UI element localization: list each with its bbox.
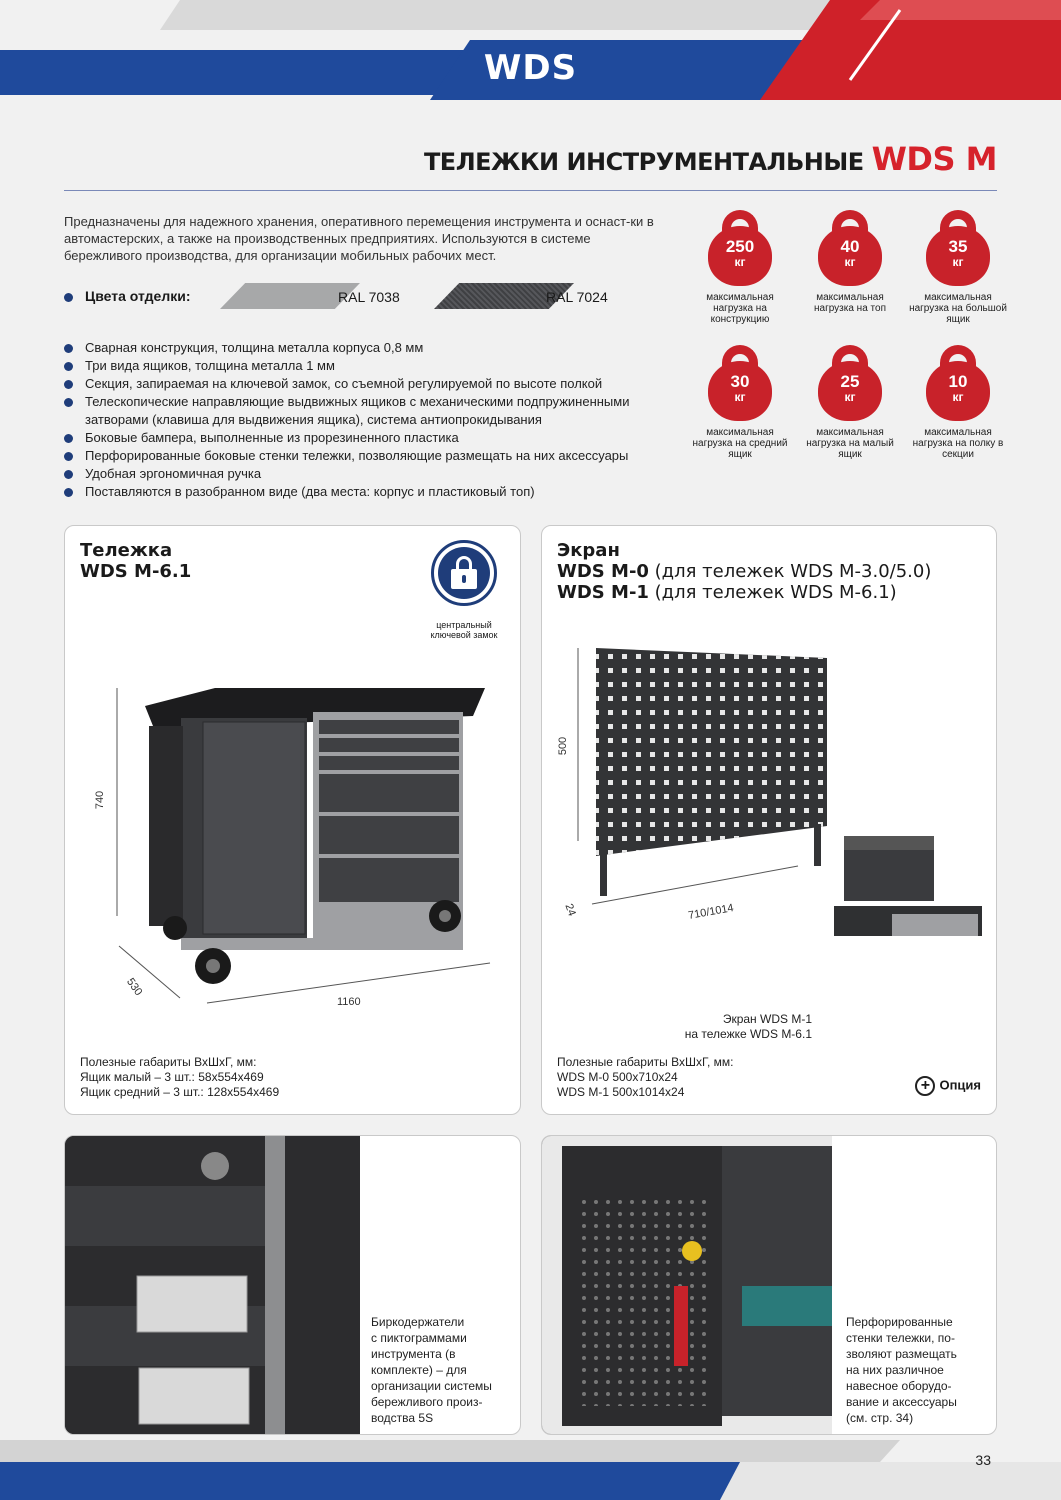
finish-colors <box>64 283 664 313</box>
bullet-icon <box>64 344 73 353</box>
trolley-card <box>64 525 521 1115</box>
title-text: ТЕЛЕЖКИ ИНСТРУМЕНТАЛЬНЫЕ <box>423 148 864 176</box>
label-holders-card <box>64 1135 521 1435</box>
screen-title: Экран WDS M-0 (для тележек WDS M-3.0/5.0) WDS M-1 (для тележек WDS M-6.1) <box>557 540 932 603</box>
page-title <box>424 140 997 178</box>
footer-banner <box>0 1440 1061 1500</box>
screen-dimensions: Полезные габариты ВхШхГ, мм: WDS M-0 500x710x24 WDS M-1 500x1014x24 <box>557 1055 734 1099</box>
load-rating <box>908 210 1008 325</box>
bullet-icon <box>64 470 73 479</box>
bullet-icon <box>64 398 73 407</box>
load-rating <box>800 345 900 460</box>
page-number: 33 <box>975 1452 991 1468</box>
bullet-icon <box>64 380 73 389</box>
lock-caption: центральный ключевой замок <box>430 620 498 640</box>
load-caption: максимальная нагрузка на конструкцию <box>706 292 774 325</box>
ral-7038-label: RAL 7038 <box>338 289 400 305</box>
load-ratings <box>680 210 1010 470</box>
kettlebell-icon: 35 кг <box>926 210 990 288</box>
kettlebell-icon: 30 кг <box>708 345 772 423</box>
lock-icon <box>431 540 497 606</box>
kettlebell-icon: 10 кг <box>926 345 990 423</box>
title-accent: WDS M <box>871 140 997 178</box>
kettlebell-icon: 25 кг <box>818 345 882 423</box>
perforated-wall-photo <box>542 1136 832 1434</box>
load-caption: максимальная нагрузка на полку в секции <box>912 427 1004 460</box>
list-item: Сварная конструкция, толщина металла корпуса 0,8 мм <box>64 339 664 357</box>
list-item: Удобная эргономичная ручка <box>64 465 664 483</box>
kettlebell-icon: 40 кг <box>818 210 882 288</box>
load-caption: максимальная нагрузка на топ <box>813 292 886 314</box>
dim-height: 500 <box>557 736 570 756</box>
title-rule <box>64 190 997 191</box>
screen-caption: Экран WDS M-1 на тележке WDS M-6.1 <box>684 1012 812 1041</box>
dim-width: 710/1014 <box>687 902 735 922</box>
load-caption: максимальная нагрузка на большой ящик <box>909 292 1007 325</box>
label-holders-text: Биркодержатели с пиктограммами инструмента (в комплекте) – для организации системы бережливого произ- водства 5S <box>371 1315 492 1425</box>
list-item: Три вида ящиков, толщина металла 1 мм <box>64 357 664 375</box>
trolley-image <box>85 676 505 1016</box>
brand-logo: WDS <box>483 48 578 88</box>
trolley-dimensions: Полезные габариты ВхШхГ, мм: Ящик малый – 3 шт.: 58x554x469 Ящик средний – 3 шт.: 128x554x469 <box>80 1055 280 1099</box>
load-rating <box>690 210 790 325</box>
load-rating <box>690 345 790 460</box>
perforated-walls-card <box>541 1135 997 1435</box>
screen-image <box>562 636 982 936</box>
colors-label: Цвета отделки: <box>85 288 191 304</box>
dim-height: 740 <box>94 790 107 810</box>
kettlebell-icon: 250 кг <box>708 210 772 288</box>
dim-width: 1160 <box>337 996 361 1008</box>
list-item: Поставляются в разобранном виде (два места: корпус и пластиковый топ) <box>64 483 664 501</box>
plus-icon: + <box>915 1076 935 1096</box>
list-item: Секция, запираемая на ключевой замок, со съемной регулируемой по высоте полкой <box>64 375 664 393</box>
load-caption: максимальная нагрузка на малый ящик <box>806 427 894 460</box>
intro-text: Предназначены для надежного хранения, оперативного перемещения инструмента и оснаст-ки в автомастерских, а также на производственных предприятиях. Используются в системе бережливого производства, для организации мобильных рабочих мест. <box>64 214 654 263</box>
bullet-icon <box>64 434 73 443</box>
dim-depth: 530 <box>123 976 145 998</box>
trolley-title: Тележка WDS M-6.1 <box>80 540 192 582</box>
load-rating <box>908 345 1008 460</box>
load-caption: максимальная нагрузка на средний ящик <box>692 427 788 460</box>
features-list <box>64 339 664 501</box>
bullet-icon <box>64 293 73 302</box>
dim-depth: 24 <box>562 902 578 918</box>
list-item: Телескопические направляющие выдвижных ящиков с механическими подпружиненными затворами (клавиша для выдвижения ящика), система антиопрокидывания <box>64 393 664 429</box>
label-holder-photo <box>65 1136 360 1434</box>
bullet-icon <box>64 488 73 497</box>
bullet-icon <box>64 452 73 461</box>
list-item: Перфорированные боковые стенки тележки, позволяющие размещать на них аксессуары <box>64 447 664 465</box>
load-rating <box>800 210 900 314</box>
ral-7024-label: RAL 7024 <box>546 289 608 305</box>
bullet-icon <box>64 362 73 371</box>
screen-card <box>541 525 997 1115</box>
perforated-walls-text: Перфорированные стенки тележки, по- зволяют размещать на них различное навесное оборудо- вание и аксессуары (см. стр. 34) <box>846 1315 957 1425</box>
option-badge: + Опция <box>915 1076 981 1096</box>
list-item: Боковые бампера, выполненные из прорезиненного пластика <box>64 429 664 447</box>
